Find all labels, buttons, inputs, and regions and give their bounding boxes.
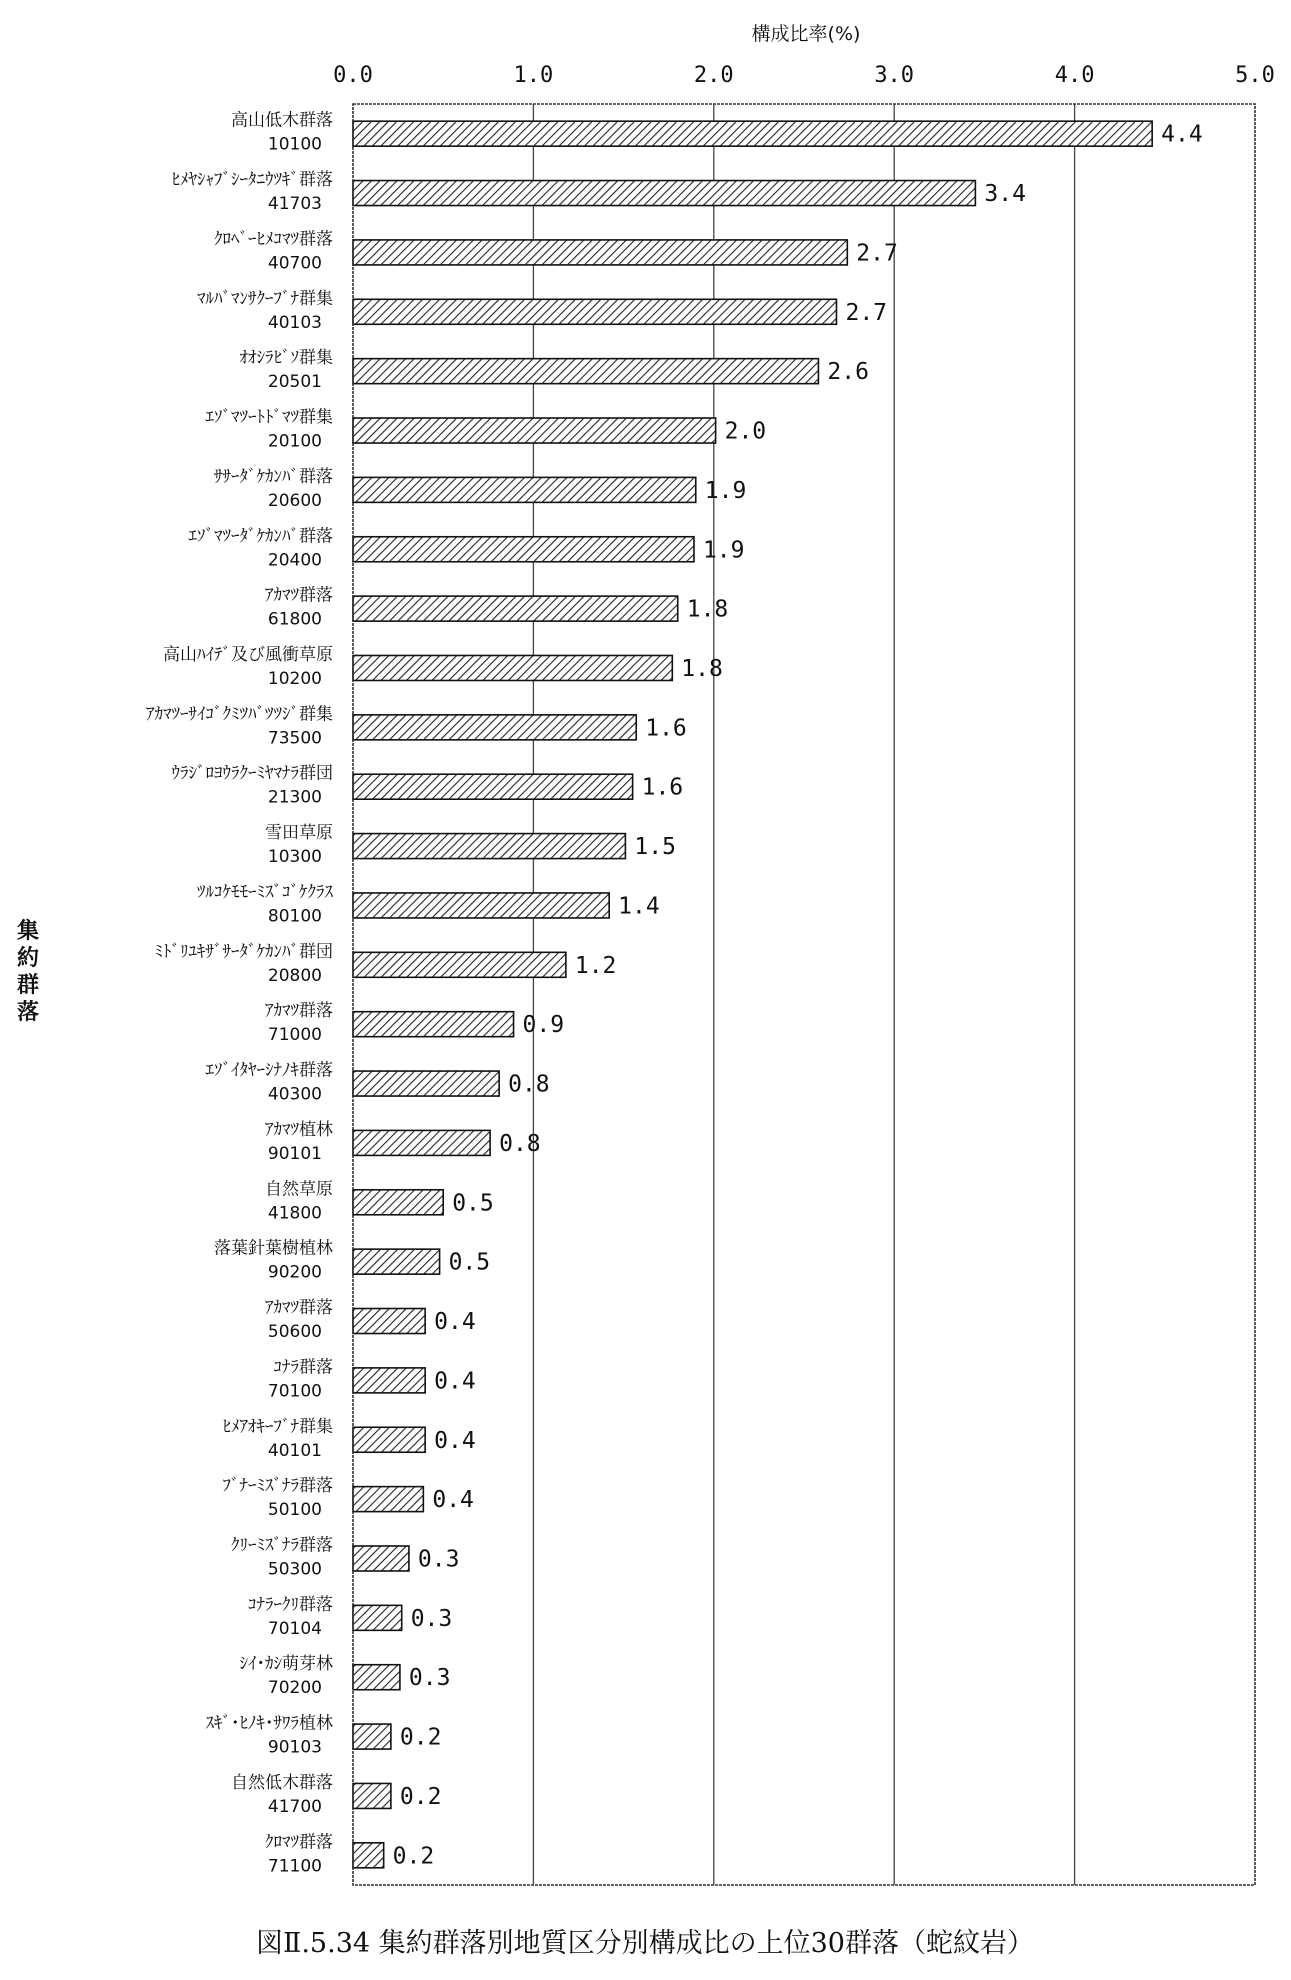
category-code: 50300 [267, 1559, 322, 1580]
category-code: 41700 [267, 1796, 322, 1817]
bar [353, 1843, 384, 1868]
category-name: ﾋﾒｱｵｷｰﾌﾞﾅ群集 [222, 1416, 333, 1437]
data-label: 0.2 [399, 1724, 442, 1751]
category-name: 自然草原 [265, 1179, 333, 1200]
bar [353, 1190, 443, 1215]
bar [353, 1368, 425, 1393]
category-code: 90103 [267, 1737, 322, 1758]
category-name: ｴｿﾞｲﾀﾔｰｼﾅﾉｷ群落 [205, 1060, 333, 1081]
bar [353, 1012, 514, 1037]
data-label: 0.8 [508, 1071, 550, 1098]
data-label: 0.9 [522, 1012, 565, 1039]
category-name: ﾌﾞﾅｰﾐｽﾞﾅﾗ群落 [222, 1476, 333, 1497]
data-label: 4.4 [1161, 121, 1203, 148]
category-name: ｱｶﾏﾂ群落 [265, 1001, 333, 1022]
category-code: 20501 [267, 372, 322, 393]
category-code: 40700 [267, 253, 322, 274]
category-name: ﾐﾄﾞﾘﾕｷｻﾞｻｰﾀﾞｹｶﾝﾊﾞ群団 [154, 941, 333, 962]
category-name: ｱｶﾏﾂ植林 [265, 1119, 333, 1140]
category-code: 50600 [267, 1322, 322, 1343]
bar [353, 1130, 490, 1155]
bar [353, 774, 633, 799]
x-tick-label: 1.0 [513, 63, 554, 88]
data-label: 0.3 [417, 1546, 460, 1573]
category-code: 40101 [267, 1440, 322, 1461]
data-label: 3.4 [984, 181, 1026, 208]
x-axis-ticks [333, 63, 1275, 88]
category-name: ｸﾘｰﾐｽﾞﾅﾗ群落 [231, 1535, 333, 1556]
category-code: 90200 [267, 1262, 322, 1283]
data-label: 1.8 [686, 596, 729, 623]
category-name: ｸﾛﾏﾂ群落 [265, 1832, 333, 1853]
y-axis-title-char: 約 [16, 946, 40, 971]
bar [353, 418, 716, 443]
bar [353, 1546, 409, 1571]
bar [353, 1665, 400, 1690]
category-name: ｵｵｼﾗﾋﾞｿ群集 [239, 348, 333, 369]
category-code: 71100 [267, 1856, 322, 1877]
data-label: 2.6 [827, 359, 869, 386]
category-name: ｽｷﾞ･ﾋﾉｷ･ｻﾜﾗ植林 [205, 1713, 333, 1734]
category-code: 41703 [267, 194, 322, 215]
bar [353, 715, 636, 740]
category-code: 50100 [267, 1500, 322, 1521]
bar [353, 893, 609, 918]
category-code: 70200 [267, 1678, 322, 1699]
bar [353, 1724, 391, 1749]
y-axis-title-char: 落 [16, 1000, 40, 1025]
data-label: 2.0 [724, 418, 767, 445]
data-label: 0.2 [392, 1843, 435, 1870]
bar [353, 834, 625, 859]
data-label: 1.6 [641, 774, 684, 801]
data-label: 1.9 [702, 537, 745, 564]
category-code: 10300 [267, 847, 322, 868]
category-code: 20400 [267, 550, 322, 571]
category-code: 41800 [267, 1203, 322, 1224]
y-axis-title-char: 群 [16, 973, 40, 998]
category-name: ｸﾛﾍﾞｰﾋﾒｺﾏﾂ群落 [214, 229, 333, 250]
bar [353, 121, 1152, 146]
bar [353, 1427, 425, 1452]
x-tick-label: 5.0 [1235, 63, 1275, 88]
category-code: 20800 [267, 965, 322, 986]
category-code: 61800 [267, 609, 322, 630]
x-tick-label: 2.0 [693, 63, 734, 88]
bar [353, 596, 678, 621]
data-label: 0.4 [434, 1309, 476, 1336]
bar [353, 1071, 499, 1096]
category-name: ｻｻｰﾀﾞｹｶﾝﾊﾞ群落 [214, 466, 333, 487]
category-name: 雪田草原 [265, 823, 333, 844]
bars [353, 121, 1152, 1868]
category-name: ﾋﾒﾔｼｬﾌﾞｼｰﾀﾆｳﾂｷﾞ群落 [171, 170, 333, 191]
category-name: ｳﾗｼﾞﾛﾖｳﾗｸｰﾐﾔﾏﾅﾗ群団 [171, 763, 333, 784]
bar [353, 240, 847, 265]
category-code: 70100 [267, 1381, 322, 1402]
x-tick-label: 4.0 [1054, 63, 1095, 88]
category-name: ｱｶﾏﾂ群落 [265, 1298, 333, 1319]
bar [353, 655, 672, 680]
x-tick-label: 0.0 [333, 63, 373, 88]
bar [353, 952, 566, 977]
category-code: 90101 [267, 1143, 322, 1164]
x-tick-label: 3.0 [874, 63, 915, 88]
bar [353, 477, 696, 502]
y-axis-title [17, 918, 39, 1025]
bar [353, 1605, 402, 1630]
category-code: 21300 [267, 787, 322, 808]
category-name: 高山低木群落 [231, 110, 333, 131]
category-code: 40103 [267, 312, 322, 333]
category-name: ﾏﾙﾊﾞﾏﾝｻｸｰﾌﾞﾅ群集 [197, 288, 333, 309]
data-label: 0.3 [408, 1665, 451, 1692]
category-name: 落葉針葉樹植林 [214, 1238, 333, 1259]
bar [353, 537, 694, 562]
data-label: 1.8 [681, 655, 723, 682]
category-code: 10200 [267, 668, 322, 689]
bar [353, 1249, 440, 1274]
data-label: 0.2 [399, 1783, 442, 1810]
category-name: ｱｶﾏﾂ群落 [265, 585, 333, 606]
x-axis-title: 構成比率(%) [751, 23, 861, 45]
bar [353, 181, 975, 206]
data-label: 1.9 [704, 477, 747, 504]
category-name: ｺﾅﾗ群落 [273, 1357, 333, 1378]
data-label: 0.3 [410, 1605, 453, 1632]
category-name: ﾂﾙｺｹﾓﾓｰﾐｽﾞｺﾞｹｸﾗｽ [197, 882, 333, 903]
figure-caption: 図Ⅱ.5.34 集約群落別地質区分別構成比の上位30群落（蛇紋岩） [256, 1928, 1034, 1959]
category-name: 高山ﾊｲﾃﾞ及び風衝草原 [163, 644, 333, 665]
data-label: 1.4 [618, 893, 660, 920]
data-label: 0.8 [499, 1130, 541, 1157]
category-code: 71000 [267, 1025, 322, 1046]
category-name: 自然低木群落 [231, 1772, 333, 1793]
data-label: 0.5 [452, 1190, 494, 1217]
category-code: 70104 [267, 1618, 322, 1639]
category-name: ｴｿﾞﾏﾂｰﾄﾄﾞﾏﾂ群集 [205, 407, 333, 428]
data-label: 0.4 [432, 1487, 474, 1514]
y-axis-title-char: 集 [16, 919, 40, 944]
data-label: 1.2 [574, 952, 617, 979]
data-label: 0.5 [448, 1249, 491, 1276]
bar [353, 299, 836, 324]
data-label: 0.4 [434, 1368, 476, 1395]
category-code: 40300 [267, 1084, 322, 1105]
category-code: 80100 [267, 906, 322, 927]
data-label: 1.6 [645, 715, 687, 742]
data-label: 2.7 [856, 240, 898, 267]
category-code: 10100 [267, 134, 322, 155]
category-code: 20600 [267, 490, 322, 511]
category-code: 73500 [267, 728, 322, 749]
bar [353, 359, 818, 384]
category-name: ｱｶﾏﾂｰｻｲｺﾞｸﾐﾂﾊﾞﾂﾂｼﾞ群集 [146, 704, 333, 725]
data-label: 1.5 [634, 834, 676, 861]
category-name: ｼｲ･ｶｼ萌芽林 [239, 1654, 333, 1675]
category-code: 20100 [267, 431, 322, 452]
category-name: ｺﾅﾗｰｸﾘ群落 [248, 1594, 333, 1615]
y-axis-categories [146, 111, 333, 1877]
data-label: 2.7 [845, 299, 888, 326]
bar [353, 1487, 423, 1512]
category-name: ｴｿﾞﾏﾂｰﾀﾞｹｶﾝﾊﾞ群落 [188, 526, 333, 547]
bar [353, 1783, 391, 1808]
bar [353, 1309, 425, 1334]
data-label: 0.4 [434, 1427, 476, 1454]
